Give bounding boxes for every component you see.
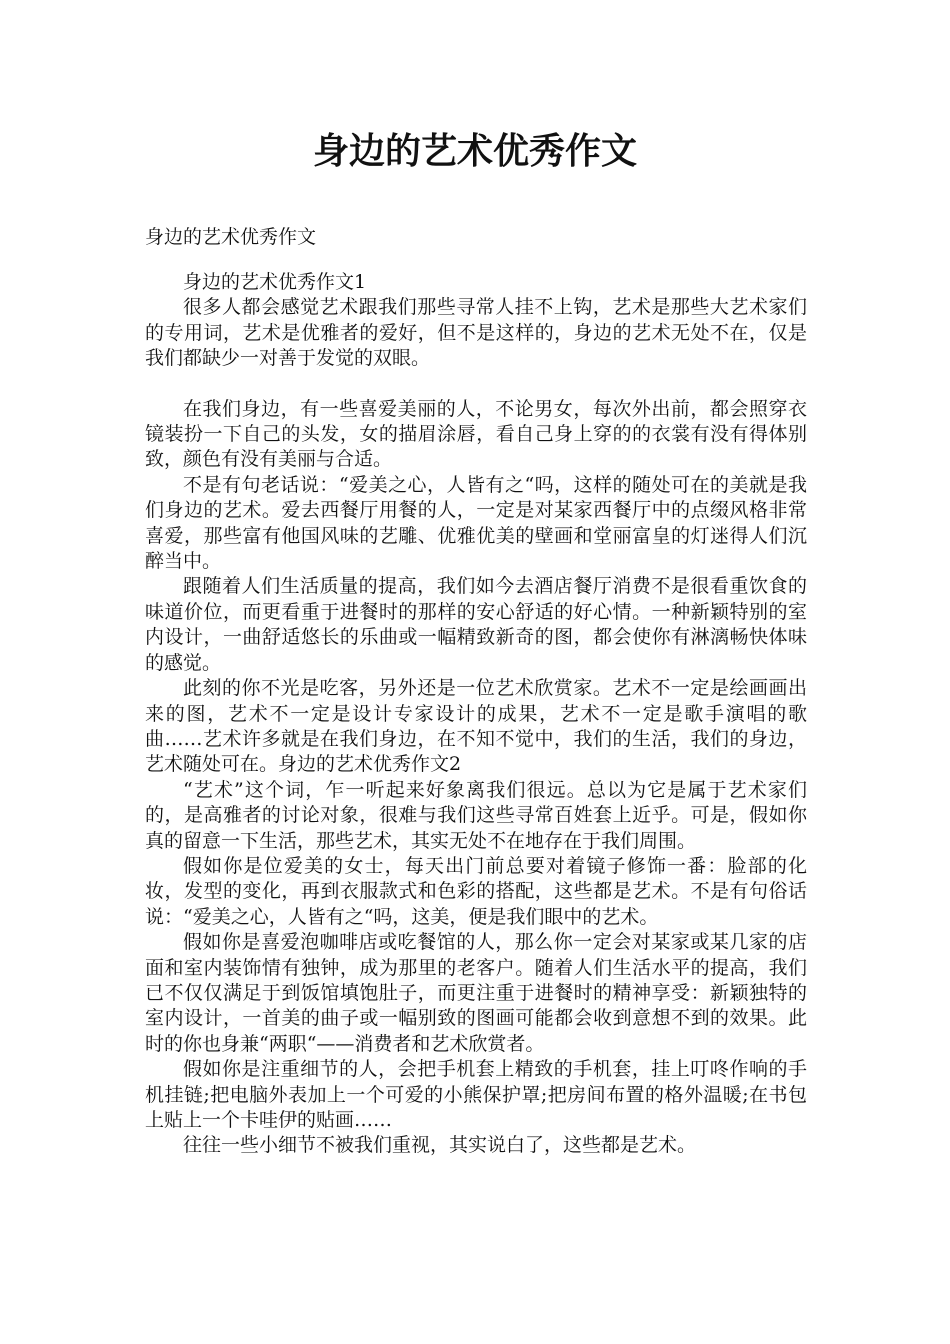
document-title: 身边的艺术优秀作文 (312, 131, 637, 172)
paragraph: “艺术”这个词，乍一听起来好象离我们很远。总以为它是属于艺术家们的，是高雅者的讨论对象，很难与我们这些寻常百姓套上近乎。可是，假如你真的留意一下生活，那些艺术，其实无处不在地存在于我们周围。 (145, 778, 807, 852)
paragraph: 假如你是喜爱泡咖啡店或吃餐馆的人，那么你一定会对某家或某几家的店面和室内装饰情有独钟，成为那里的老客户。随着人们生活水平的提高，我们已不仅仅满足于到饭馆填饱肚子，而更注重于进餐时的精神享受：新颖独特的室内设计，一首美的曲子或一幅别致的图画可能都会收到意想不到的效果。此时的你也身兼“两职“——消费者和艺术欣赏者。 (145, 931, 807, 1055)
paragraph: 跟随着人们生活质量的提高，我们如今去酒店餐厅消费不是很看重饮食的味道价位，而更看重于进餐时的那样的安心舒适的好心情。一种新颖特别的室内设计，一曲舒适悠长的乐曲或一幅精致新奇的图，都会使你有淋漓畅快体味的感觉。 (145, 575, 807, 674)
document-subtitle: 身边的艺术优秀作文 (145, 226, 317, 248)
document-body (145, 270, 807, 1159)
paragraph: 很多人都会感觉艺术跟我们那些寻常人挂不上钩，艺术是那些大艺术家们的专用词，艺术是优雅者的爱好，但不是这样的，身边的艺术无处不在，仅是我们都缺少一对善于发觉的双眼。 (145, 296, 807, 370)
paragraph: 此刻的你不光是吃客，另外还是一位艺术欣赏家。艺术不一定是绘画画出来的图，艺术不一定是设计专家设计的成果，艺术不一定是歌手演唱的歌曲……艺术许多就是在我们身边，在不知不觉中，我们的生活，我们的身边，艺术随处可在。身边的艺术优秀作文2 (145, 677, 807, 776)
paragraph: 在我们身边，有一些喜爱美丽的人，不论男女，每次外出前，都会照穿衣镜装扮一下自己的头发，女的描眉涂唇，看自己身上穿的的衣裳有没有得体别致，颜色有没有美丽与合适。 (145, 397, 807, 471)
paragraph: 往往一些小细节不被我们重视，其实说白了，这些都是艺术。 (183, 1134, 697, 1157)
paragraph: 假如你是注重细节的人，会把手机套上精致的手机套，挂上叮咚作响的手机挂链;把电脑外表加上一个可爱的小熊保护罩;把房间布置的格外温暖;在书包上贴上一个卡哇伊的贴画…… (145, 1058, 807, 1131)
paragraph-heading-1: 身边的艺术优秀作文1 (183, 271, 367, 293)
paragraph: 不是有句老话说：“爱美之心，人皆有之“吗，这样的随处可在的美就是我们身边的艺术。爱去西餐厅用餐的人，一定是对某家西餐厅中的点缀风格非常喜爱，那些富有他国风味的艺雕、优雅优美的壁画和堂丽富皇的灯迷得人们沉醉当中。 (145, 473, 807, 573)
paragraph: 假如你是位爱美的女士，每天出门前总要对着镜子修饰一番：脸部的化妆，发型的变化，再到衣服款式和色彩的搭配，这些都是艺术。不是有句俗话说：“爱美之心，人皆有之“吗，这美，便是我们眼中的艺术。 (145, 854, 807, 928)
